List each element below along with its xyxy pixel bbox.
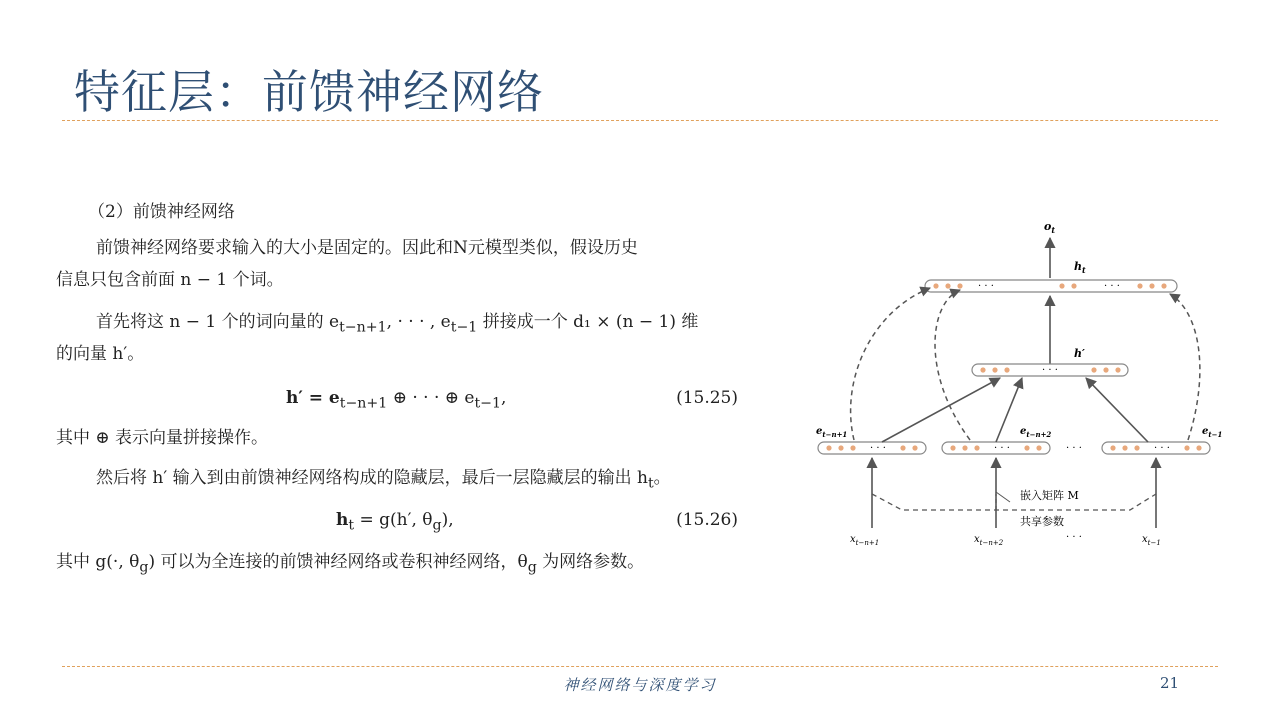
footer-divider	[62, 666, 1218, 667]
output-label: $o_t$	[1044, 220, 1056, 235]
equation-15-25	[286, 382, 506, 419]
hprime-label: h′	[1074, 347, 1085, 360]
equation-15-26	[336, 504, 454, 541]
paragraph-4	[96, 462, 671, 499]
equation-number-15-25: (15.25)	[676, 388, 738, 408]
skip-left-dashed-arrow	[851, 288, 930, 440]
eq1-end: ,	[501, 388, 507, 408]
x-right-label: $x_{t-1}$	[1142, 534, 1161, 547]
ht-label: $h_t$	[1074, 260, 1086, 275]
ht-ellipsis-2: · · ·	[1104, 281, 1120, 292]
para5-text-b: ) 可以为全连接的前馈神经网络或卷积神经网络，θ	[148, 552, 528, 572]
eq1-sub-b: t−1	[474, 395, 502, 412]
embed-label-pointer	[996, 492, 1010, 502]
e-mid-label: $e_{t-n+2}$	[1020, 426, 1052, 439]
equation-number-15-26: (15.26)	[676, 510, 738, 530]
paragraph-3: 其中 ⊕ 表示向量拼接操作。	[56, 428, 269, 448]
page-number: 21	[1160, 674, 1180, 692]
shared-params-label: 共享参数	[1020, 515, 1064, 528]
eq1-sub-a: t−n+1	[339, 395, 388, 412]
eq1-lhs: h′ = e	[286, 388, 340, 408]
x-mid-label: $x_{t-n+2}$	[974, 534, 1004, 547]
eq2-lhs: h	[336, 510, 349, 530]
shared-params-dashed-line	[872, 494, 1156, 510]
e-left-label: $e_{t-n+1}$	[816, 426, 848, 439]
e-mid-to-hprime-arrow	[996, 378, 1022, 442]
eq2-sub-b: g	[432, 517, 442, 534]
para4-end: 。	[653, 468, 671, 488]
para2-sub-a: t−n+1	[339, 319, 387, 336]
ffnn-language-model-diagram	[810, 212, 1230, 552]
embedding-gap-ellipsis: · · ·	[1066, 443, 1082, 454]
para4-sub: t	[647, 475, 654, 492]
skip-right-dashed-arrow	[1170, 294, 1200, 440]
paragraph-1-line-2: 信息只包含前面 n − 1 个词。	[56, 270, 284, 290]
paragraph-1-line-1: 前馈神经网络要求输入的大小是固定的。因此和N元模型类似，假设历史	[96, 238, 638, 258]
paragraph-2-line-1	[96, 306, 698, 343]
eq2-mid: = g(h′, θ	[354, 510, 433, 530]
para5-sub-b: g	[527, 559, 537, 576]
para5-text-c: 为网络参数。	[536, 552, 645, 572]
embedding-mid-ellipsis: · · ·	[994, 443, 1010, 454]
section-heading: （2）前馈神经网络	[88, 202, 235, 222]
para2-text-a: 首先将这 n − 1 个的词向量的 e	[96, 312, 340, 332]
paragraph-5	[56, 546, 644, 583]
ht-ellipsis-1: · · ·	[978, 281, 994, 292]
eq2-sub-a: t	[348, 517, 355, 534]
embedding-matrix-label: 嵌入矩阵 M	[1020, 489, 1079, 502]
para5-text-a: 其中 g(·, θ	[56, 552, 140, 572]
embedding-right-ellipsis: · · ·	[1154, 443, 1170, 454]
para2-text-c: 拼接成一个 d₁ × (n − 1) 维	[477, 312, 699, 332]
e-right-to-hprime-arrow	[1086, 378, 1148, 442]
e-right-label: $e_{t-1}$	[1202, 426, 1223, 439]
footer-course-title: 神经网络与深度学习	[563, 676, 717, 694]
hprime-ellipsis: · · ·	[1042, 365, 1058, 376]
x-left-label: $x_{t-n+1}$	[850, 534, 880, 547]
para5-sub-a: g	[139, 559, 149, 576]
title-divider	[62, 120, 1218, 121]
e-left-to-hprime-arrow	[882, 378, 1000, 442]
para2-sub-b: t−1	[450, 319, 478, 336]
x-gap-ellipsis: · · ·	[1066, 532, 1082, 543]
skip-mid-dashed-arrow	[935, 290, 970, 440]
eq2-end: ),	[441, 510, 454, 530]
slide-title: 特征层：前馈神经网络	[74, 65, 544, 119]
paragraph-2-line-2: 的向量 h′。	[56, 344, 145, 364]
embedding-left-ellipsis: · · ·	[870, 443, 886, 454]
para4-text: 然后将 h′ 输入到由前馈神经网络构成的隐藏层，最后一层隐藏层的输出 h	[96, 468, 648, 488]
para2-text-b: , · · · , e	[386, 312, 451, 332]
eq1-mid: ⊕ · · · ⊕ e	[387, 388, 475, 408]
